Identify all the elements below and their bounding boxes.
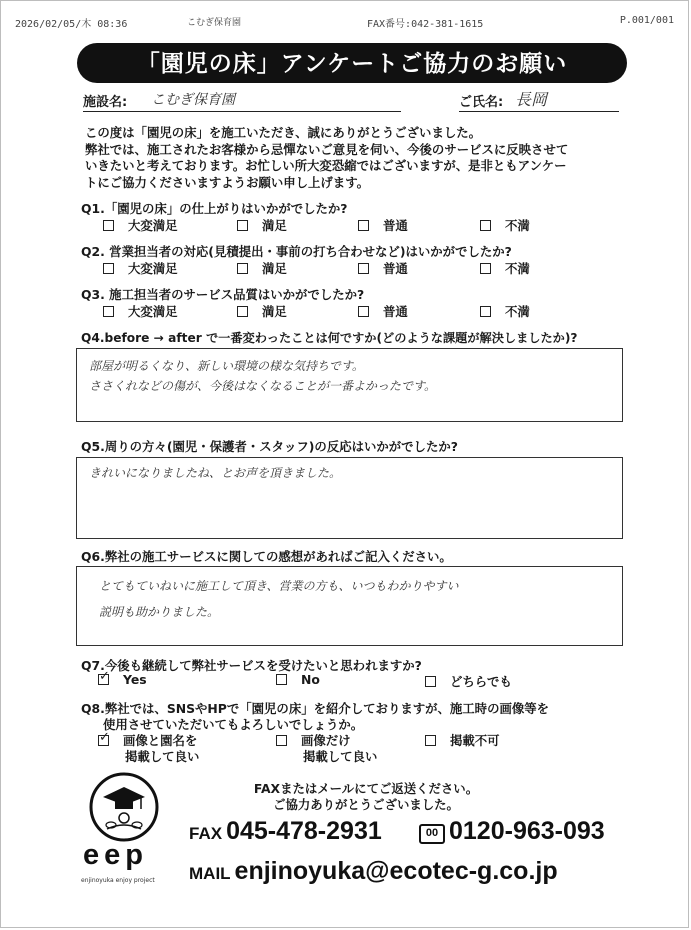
option-label: 満足 [262, 261, 287, 276]
checkbox[interactable] [237, 306, 248, 317]
q7-option-yes[interactable] [98, 672, 147, 687]
q6-answer-line: とてもていねいに施工して頂き、営業の方も、いつもわかりやすい [99, 579, 459, 593]
fax-contact [189, 817, 382, 846]
checkbox[interactable] [480, 220, 491, 231]
q8-text-line2: 使用させていただいてもよろしいでしょうか。 [103, 717, 364, 732]
fax-datetime: 2026/02/05/木 08:36 [15, 19, 128, 30]
mail-label: MAIL [189, 864, 231, 883]
name-label: ご氏名: [459, 95, 504, 110]
checkbox[interactable] [480, 263, 491, 274]
option-label: どちらでも [450, 674, 512, 689]
mail-contact [189, 857, 558, 886]
fax-header [15, 15, 674, 29]
q3-text: Q3. 施工担当者のサービス品質はいかがでしたか? [81, 287, 365, 302]
q4-text: Q4.before → after で一番変わったことは何ですか(どのような課題が解決しましたか)? [81, 331, 578, 345]
freedial-number[interactable]: 0120-963-093 [449, 817, 605, 845]
page-title: 「園児の床」アンケートご協力のお願い [77, 43, 627, 83]
q5-answer-line: きれいになりましたね、とお声を頂きました。 [89, 466, 342, 480]
q5-text: Q5.周りの方々(園児・保護者・スタッフ)の反応はいかがでしたか? [81, 439, 458, 454]
mail-address[interactable]: enjinoyuka@ecotec-g.co.jp [234, 857, 558, 885]
checkbox[interactable] [425, 735, 436, 746]
logo-wordmark: eep [83, 839, 148, 871]
option-label: 画像と園名を [123, 733, 198, 748]
return-instructions-line: FAXまたはメールにてご返送ください。 [253, 781, 479, 796]
option-label: No [301, 672, 320, 687]
option-label: 画像だけ [301, 733, 351, 748]
intro-line: この度は「園児の床」を施工いただき、誠にありがとうございました。 [85, 125, 482, 140]
option-label: 普通 [383, 261, 408, 276]
q3-option[interactable] [103, 302, 178, 320]
checkbox[interactable] [103, 263, 114, 274]
q3-option[interactable] [480, 302, 530, 320]
checkbox[interactable] [358, 220, 369, 231]
q8-option-no-post[interactable] [425, 731, 500, 749]
checkbox[interactable] [237, 263, 248, 274]
option-label: 不満 [505, 261, 530, 276]
q6-answer-line: 説明も助かりました。 [99, 605, 220, 619]
option-label: 大変満足 [128, 304, 178, 319]
option-label: 満足 [262, 304, 287, 319]
q2-text: Q2. 営業担当者の対応(見積提出・事前の打ち合わせなど)はいかがでしたか? [81, 244, 512, 259]
option-label: 普通 [383, 304, 408, 319]
fax-page: P.001/001 [619, 15, 674, 26]
q8-text: Q8.弊社では、SNSやHPで「園児の床」を紹介しておりますが、施工時の画像等を [81, 701, 550, 716]
intro-line: 弊社では、施工されたお客様から忌憚ないご意見を伺い、今後のサービスに反映させて [85, 141, 569, 157]
q4-answer-line: ささくれなどの傷が、今後はなくなることが一番よかったです。 [89, 379, 437, 393]
checkbox[interactable] [358, 263, 369, 274]
facility-value[interactable]: こむぎ保育園 [151, 92, 235, 108]
name-value[interactable]: 長岡 [515, 90, 548, 109]
checkbox[interactable] [103, 306, 114, 317]
checkbox-checked[interactable] [98, 735, 109, 746]
checkbox[interactable] [480, 306, 491, 317]
option-label: 大変満足 [128, 261, 178, 276]
q1-text: Q1.「園児の床」の仕上がりはいかがでしたか? [81, 201, 348, 216]
q3-option[interactable] [358, 302, 408, 320]
return-instructions-line: ご協力ありがとうございました。 [273, 797, 459, 812]
checkbox[interactable] [358, 306, 369, 317]
facility-underline [83, 111, 401, 112]
q2-option[interactable] [103, 259, 178, 277]
option-label: 不満 [505, 218, 530, 233]
q2-option[interactable] [237, 259, 287, 277]
q1-option[interactable] [358, 216, 408, 234]
facility-label: 施設名: [83, 95, 128, 110]
fax-number: FAX番号:042-381-1615 [367, 19, 484, 30]
option-label: Yes [123, 672, 147, 687]
q1-option[interactable] [237, 216, 287, 234]
fax-sender: こむぎ保育園 [187, 18, 242, 28]
return-instructions [211, 781, 521, 813]
option-label: 大変満足 [128, 218, 178, 233]
q5-answer-box[interactable] [76, 457, 623, 539]
checkbox-checked[interactable] [98, 674, 109, 685]
option-label: 普通 [383, 218, 408, 233]
freedial-contact [419, 817, 605, 846]
checkbox[interactable] [276, 674, 287, 685]
intro-line: トにご協力くださいますようお願い申し上げます。 [85, 174, 369, 190]
option-label: 掲載不可 [450, 733, 500, 748]
checkbox[interactable] [425, 676, 436, 687]
intro-text [85, 125, 605, 191]
fax-label: FAX [189, 824, 223, 843]
q1-option[interactable] [480, 216, 530, 234]
q2-option[interactable] [358, 259, 408, 277]
q7-text: Q7.今後も継続して弊社サービスを受けたいと思われますか? [81, 658, 422, 673]
logo-subtitle: enjinoyuka enjoy project [81, 877, 155, 884]
q8-option-line2: 掲載して良い [303, 749, 378, 764]
q6-answer-box[interactable] [76, 566, 623, 646]
q3-option[interactable] [237, 302, 287, 320]
checkbox[interactable] [276, 735, 287, 746]
fax-contact-number[interactable]: 045-478-2931 [226, 817, 382, 845]
q2-option[interactable] [480, 259, 530, 277]
q8-option-line2: 掲載して良い [125, 749, 200, 764]
intro-line: いきたいと考えております。お忙しい所大変恐縮ではございますが、是非ともアンケー [85, 158, 567, 173]
option-label: 不満 [505, 304, 530, 319]
checkbox[interactable] [103, 220, 114, 231]
q4-answer-line: 部屋が明るくなり、新しい環境の様な気持ちです。 [89, 359, 364, 373]
q6-text: Q6.弊社の施工サービスに関しての感想があればご記入ください。 [81, 549, 452, 564]
option-label: 満足 [262, 218, 287, 233]
q7-option-either[interactable] [425, 672, 512, 690]
checkbox[interactable] [237, 220, 248, 231]
freedial-icon: 00 [419, 824, 445, 844]
q7-option-no[interactable] [276, 672, 320, 687]
q4-answer-box[interactable] [76, 348, 623, 422]
name-underline [459, 111, 619, 112]
q1-option[interactable] [103, 216, 178, 234]
